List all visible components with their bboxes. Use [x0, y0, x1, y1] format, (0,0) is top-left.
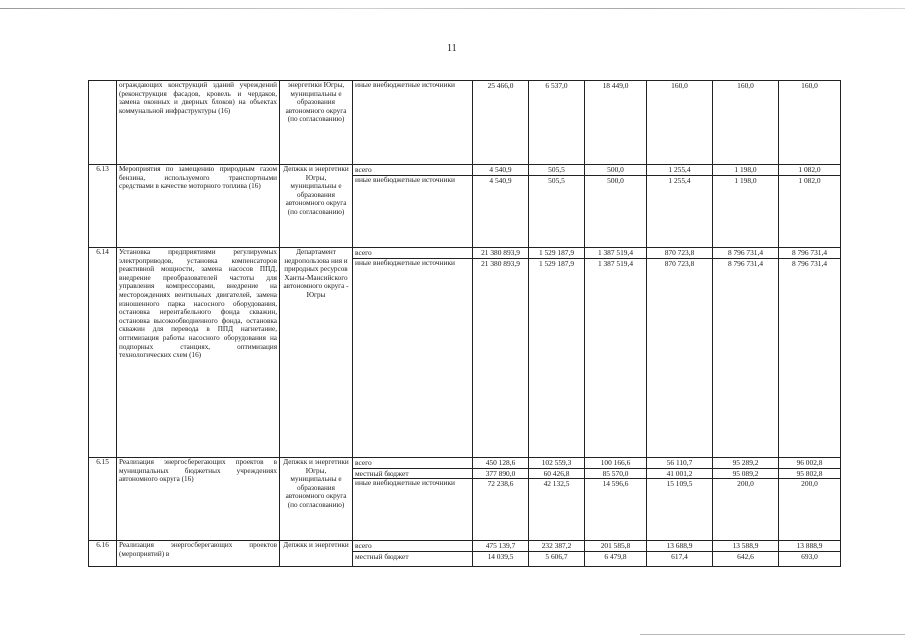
amount-cell: [713, 81, 779, 165]
amount-value: 6 537,0: [545, 81, 568, 90]
amount-cell: [779, 541, 841, 567]
amount-value: 160,0: [801, 81, 818, 90]
amount-value: 21 380 893,9: [481, 258, 520, 268]
amount-cell: [779, 81, 841, 165]
amount-value: 1 529 187,9: [538, 258, 575, 268]
amount-value: 450 128,6: [473, 458, 528, 469]
program-measures-table: [88, 80, 841, 567]
amount-cell: [647, 165, 713, 248]
amount-value: 96 002,8: [779, 458, 840, 469]
amount-value: 200,0: [737, 479, 754, 488]
table-row: [89, 81, 841, 165]
amount-cell: [713, 541, 779, 567]
amount-value: 95 802,8: [779, 469, 840, 480]
amount-value: 617,4: [671, 551, 688, 561]
funding-source: местный бюджет: [353, 469, 472, 480]
amount-value: 15 109,5: [666, 479, 693, 488]
amount-value: 475 139,7: [473, 541, 528, 552]
amount-value: 232 387,2: [529, 541, 584, 552]
amount-cell: [713, 248, 779, 458]
funding-source-cell: [353, 248, 473, 458]
amount-cell: [713, 458, 779, 541]
amount-cell: [779, 248, 841, 458]
amount-cell: [529, 248, 585, 458]
responsible-executor: Депжкк и энергетики: [280, 541, 353, 567]
amount-value: 642,6: [737, 551, 754, 561]
amount-value: 1 387 519,4: [585, 248, 646, 259]
table-row: [89, 458, 841, 541]
amount-cell: [473, 165, 529, 248]
amount-value: 42 132,5: [543, 479, 570, 488]
amount-value: 1 082,0: [779, 165, 840, 176]
amount-cell: [647, 81, 713, 165]
amount-value: 693,0: [801, 551, 818, 561]
amount-value: 160,0: [737, 81, 754, 90]
funding-source-cell: [353, 81, 473, 165]
amount-value: 505,5: [548, 175, 565, 185]
funding-source: иные внебюджетные источники: [355, 258, 456, 267]
measure-description: Мероприятия по замещению природным газом бензина, используемого транспортными средствами в качестве моторного топлива (16): [117, 165, 280, 248]
amount-value: 14 039,5: [487, 551, 514, 561]
amount-value: 56 110,7: [647, 458, 712, 469]
amount-cell: [585, 541, 647, 567]
amount-value: 500,0: [607, 175, 624, 185]
row-number: 6.16: [89, 541, 117, 567]
amount-cell: [647, 458, 713, 541]
amount-value: 1 198,0: [713, 165, 778, 176]
measure-description: Реализация энергосберегающих проектов (мероприятий) в: [117, 541, 280, 567]
responsible-executor: Депжкк и энергетики Югры, муниципальны е образования автономного округа (по согласованию): [280, 458, 353, 541]
amount-cell: [647, 541, 713, 567]
funding-source: всего: [353, 541, 472, 552]
amount-value: 13 588,9: [713, 541, 778, 552]
amount-cell: [529, 541, 585, 567]
funding-source: всего: [353, 165, 472, 176]
amount-cell: [779, 165, 841, 248]
amount-value: 21 380 893,9: [473, 248, 528, 259]
amount-cell: [473, 81, 529, 165]
amount-value: 8 796 731,4: [779, 248, 840, 259]
amount-value: 1 255,4: [668, 175, 691, 185]
amount-cell: [713, 165, 779, 248]
amount-cell: [529, 81, 585, 165]
amount-value: 18 449,0: [602, 81, 629, 90]
amount-value: 100 166,6: [585, 458, 646, 469]
amount-value: 41 001,2: [647, 469, 712, 480]
amount-value: 200,0: [801, 479, 818, 488]
amount-value: 102 559,3: [529, 458, 584, 469]
amount-value: 1 082,0: [798, 175, 821, 185]
amount-cell: [779, 458, 841, 541]
amount-value: 1 387 519,4: [597, 258, 634, 268]
amount-value: 95 289,2: [713, 458, 778, 469]
measure-description: ограждающих конструкций зданий учреждений (реконструкция фасадов, кровель и чердаков, замена оконных и дверных блоков) на объектах коммунальной инфраструктуры (16): [117, 81, 280, 165]
amount-value: 160,0: [671, 81, 688, 90]
amount-value: 60 426,8: [529, 469, 584, 480]
amount-value: 25 466,0: [487, 81, 514, 90]
amount-cell: [529, 458, 585, 541]
amount-cell: [473, 458, 529, 541]
amount-cell: [647, 248, 713, 458]
funding-source-cell: [353, 541, 473, 567]
measure-description: Реализация энергосберегающих проектов в муниципальных бюджетных учреждениях автономного округа (16): [117, 458, 280, 541]
amount-value: 8 796 731,4: [713, 248, 778, 259]
amount-value: 201 585,8: [585, 541, 646, 552]
amount-value: 870 723,8: [647, 248, 712, 259]
amount-cell: [529, 165, 585, 248]
amount-cell: [473, 541, 529, 567]
table-row: [89, 541, 841, 567]
amount-cell: [585, 165, 647, 248]
amount-value: 14 596,6: [602, 479, 629, 488]
amount-value: 1 198,0: [734, 175, 757, 185]
funding-source: местный бюджет: [355, 551, 409, 561]
amount-value: 4 540,9: [489, 175, 512, 185]
table-row: [89, 165, 841, 248]
amount-value: 1 255,4: [647, 165, 712, 176]
amount-value: 1 529 187,9: [529, 248, 584, 259]
responsible-executor: энергетики Югры, муниципальны е образования автономного округа (по согласованию): [280, 81, 353, 165]
amount-value: 95 089,2: [713, 469, 778, 480]
amount-value: 6 479,8: [604, 551, 627, 561]
funding-source: иные внебюджетные источники: [355, 479, 456, 487]
row-number: 6.13: [89, 165, 117, 248]
amount-value: 870 723,8: [664, 258, 695, 268]
amount-value: 500,0: [585, 165, 646, 176]
amount-value: 8 796 731,4: [791, 258, 828, 268]
amount-cell: [585, 248, 647, 458]
amount-value: 505,5: [529, 165, 584, 176]
amount-value: 8 796 731,4: [727, 258, 764, 268]
page-number: 11: [447, 43, 457, 54]
amount-cell: [585, 81, 647, 165]
funding-source: всего: [353, 248, 472, 259]
amount-value: 377 890,0: [473, 469, 528, 480]
funding-source: всего: [353, 458, 472, 469]
amount-cell: [473, 248, 529, 458]
responsible-executor: Департамент недропользова ния и природных ресурсов Ханты-Мансийского автономного округа - Югры: [280, 248, 353, 458]
amount-value: 72 238,6: [487, 479, 514, 488]
amount-value: 5 606,7: [545, 551, 568, 561]
funding-source: иные внебюджетные источники: [355, 81, 456, 89]
table-row: [89, 248, 841, 458]
funding-source: иные внебюджетные источники: [355, 175, 456, 184]
amount-cell: [585, 458, 647, 541]
amount-value: 4 540,9: [473, 165, 528, 176]
row-number: 6.15: [89, 458, 117, 541]
measure-description: Установка предприятиями регулируемых электроприводов, установка компенсаторов реактивной мощности, замена насосов ППД, внедрение преобразователей частоты для управления компрессорами, внедрение на месторождениях вентильных двигателей, замена изношенного парка насосного оборудования, остановка нерентабельного фонда скважин, остановка высокообводненного фонда, остановка скважин для перевода в ППД нагнетание, оптимизация работы насосного оборудования на подпорных станциях, оптимизация технологических схем (16): [117, 248, 280, 458]
amount-value: 13 688,9: [647, 541, 712, 552]
scan-top-edge: [0, 8, 905, 9]
amount-value: 13 888,9: [779, 541, 840, 552]
responsible-executor: Депжкк и энергетики Югры, муниципальны е образования автономного округа (по согласованию): [280, 165, 353, 248]
row-number: [89, 81, 117, 165]
funding-source-cell: [353, 165, 473, 248]
funding-source-cell: [353, 458, 473, 541]
amount-value: 85 570,0: [585, 469, 646, 480]
scan-bottom-edge: [640, 634, 905, 635]
row-number: 6.14: [89, 248, 117, 458]
